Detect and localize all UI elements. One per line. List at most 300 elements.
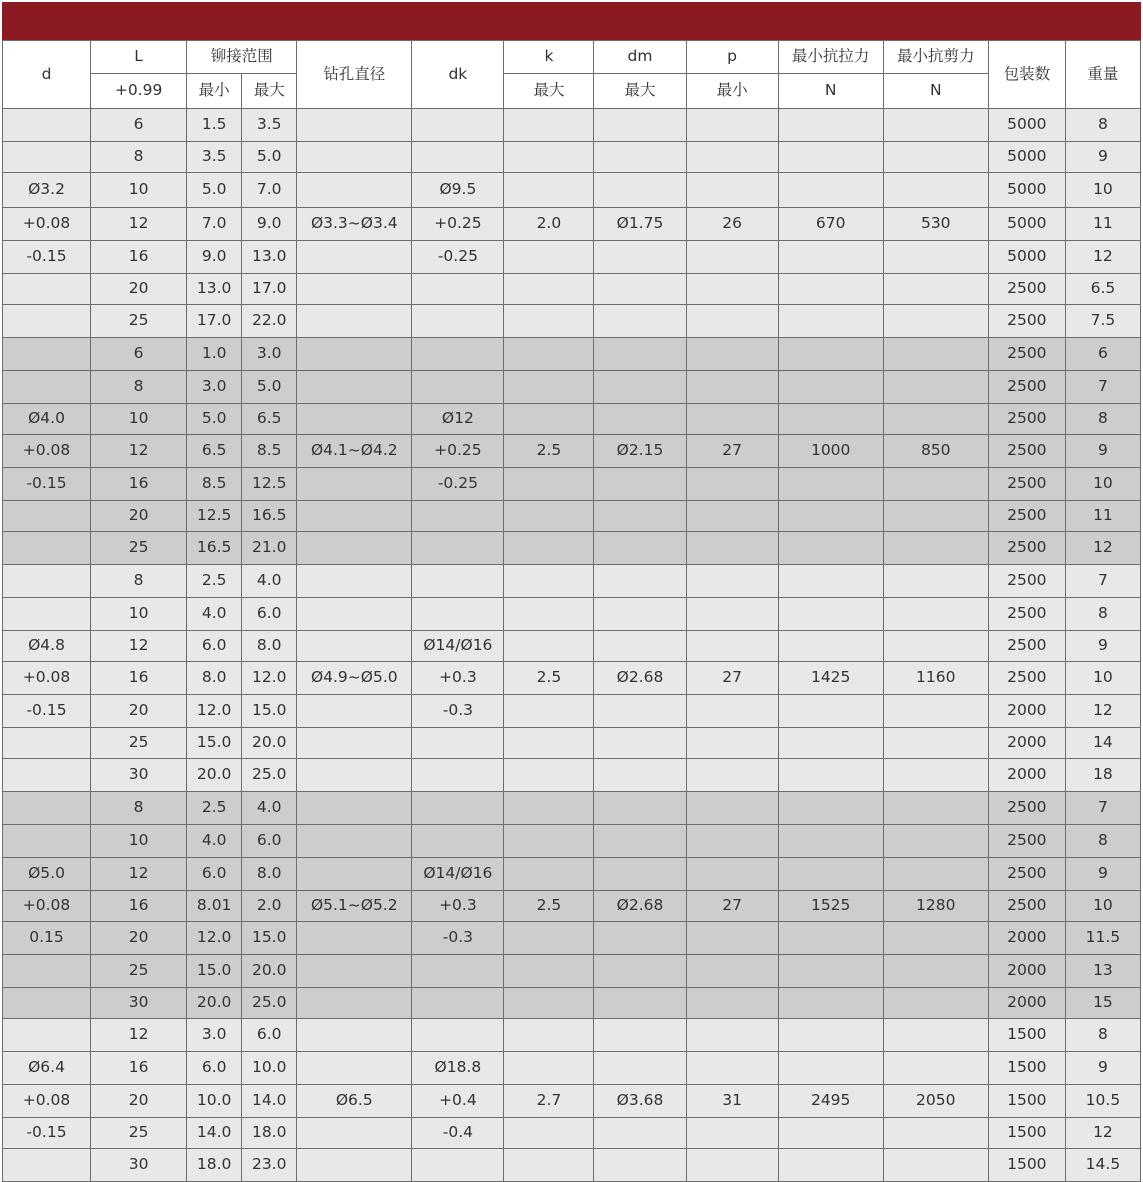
cell-dm: [594, 695, 686, 728]
cell-weight: 10: [1065, 468, 1140, 501]
cell-weight: 9: [1065, 1052, 1140, 1085]
table-row: [3, 988, 1141, 1019]
cell-min-shear: [883, 1118, 988, 1149]
cell-d: [3, 1019, 91, 1052]
cell-range-min: 8.5: [187, 468, 242, 501]
cell-L: 25: [91, 728, 187, 759]
cell-min-tensile: [778, 565, 883, 598]
cell-p: 27: [686, 891, 778, 922]
cell-range-max: 10.0: [242, 1052, 297, 1085]
cell-d: [3, 1149, 91, 1182]
cell-weight: 12: [1065, 1118, 1140, 1149]
cell-dm: [594, 955, 686, 988]
cell-drill-diameter: [297, 173, 412, 208]
cell-min-tensile: [778, 371, 883, 404]
cell-d: [3, 142, 91, 173]
cell-k: 2.5: [504, 662, 594, 695]
cell-p: [686, 173, 778, 208]
cell-pack-qty: 5000: [988, 109, 1065, 142]
table-row: [3, 1118, 1141, 1149]
cell-L: 25: [91, 955, 187, 988]
cell-drill-diameter: Ø6.5: [297, 1085, 412, 1118]
cell-min-tensile: [778, 468, 883, 501]
cell-p: 26: [686, 208, 778, 241]
cell-weight: 8: [1065, 598, 1140, 631]
cell-L: 20: [91, 1085, 187, 1118]
cell-drill-diameter: [297, 631, 412, 662]
cell-p: [686, 371, 778, 404]
cell-L: 10: [91, 825, 187, 858]
cell-L: 16: [91, 891, 187, 922]
cell-min-tensile: [778, 142, 883, 173]
cell-range-min: 2.5: [187, 792, 242, 825]
cell-range-min: 12.0: [187, 695, 242, 728]
cell-weight: 8: [1065, 404, 1140, 435]
cell-weight: 8: [1065, 1019, 1140, 1052]
cell-d: Ø4.8: [3, 631, 91, 662]
cell-k: [504, 1118, 594, 1149]
cell-pack-qty: 2000: [988, 695, 1065, 728]
cell-range-max: 6.0: [242, 1019, 297, 1052]
cell-min-tensile: [778, 792, 883, 825]
cell-range-min: 6.0: [187, 858, 242, 891]
cell-min-tensile: [778, 1118, 883, 1149]
cell-range-max: 8.5: [242, 435, 297, 468]
cell-d: Ø3.2: [3, 173, 91, 208]
cell-L: 30: [91, 759, 187, 792]
cell-min-tensile: 2495: [778, 1085, 883, 1118]
cell-p: [686, 305, 778, 338]
cell-drill-diameter: [297, 338, 412, 371]
cell-L: 16: [91, 468, 187, 501]
cell-dm: [594, 759, 686, 792]
cell-dk: +0.4: [412, 1085, 504, 1118]
cell-pack-qty: 2500: [988, 662, 1065, 695]
cell-dk: [412, 565, 504, 598]
cell-k: [504, 274, 594, 305]
cell-pack-qty: 2500: [988, 435, 1065, 468]
cell-drill-diameter: [297, 1019, 412, 1052]
cell-drill-diameter: [297, 759, 412, 792]
cell-L: 8: [91, 565, 187, 598]
cell-weight: 15: [1065, 988, 1140, 1019]
cell-k: [504, 1052, 594, 1085]
cell-pack-qty: 2500: [988, 825, 1065, 858]
header-d: d: [3, 41, 91, 109]
cell-drill-diameter: Ø4.9~Ø5.0: [297, 662, 412, 695]
table-row: [3, 338, 1141, 371]
cell-min-tensile: 670: [778, 208, 883, 241]
cell-min-shear: 2050: [883, 1085, 988, 1118]
cell-dm: Ø2.68: [594, 662, 686, 695]
cell-drill-diameter: [297, 695, 412, 728]
cell-weight: 9: [1065, 631, 1140, 662]
cell-p: [686, 858, 778, 891]
cell-range-min: 13.0: [187, 274, 242, 305]
cell-dk: +0.3: [412, 662, 504, 695]
cell-d: [3, 759, 91, 792]
cell-range-min: 17.0: [187, 305, 242, 338]
cell-min-shear: 1160: [883, 662, 988, 695]
cell-range-max: 12.5: [242, 468, 297, 501]
cell-dk: [412, 1149, 504, 1182]
cell-drill-diameter: [297, 825, 412, 858]
cell-pack-qty: 2500: [988, 532, 1065, 565]
cell-L: 20: [91, 501, 187, 532]
cell-k: [504, 305, 594, 338]
cell-k: [504, 858, 594, 891]
cell-pack-qty: 2500: [988, 404, 1065, 435]
cell-p: [686, 988, 778, 1019]
cell-min-shear: [883, 565, 988, 598]
cell-L: 30: [91, 988, 187, 1019]
cell-dm: [594, 792, 686, 825]
cell-range-min: 6.5: [187, 435, 242, 468]
cell-dm: [594, 173, 686, 208]
cell-dk: [412, 988, 504, 1019]
cell-min-tensile: [778, 501, 883, 532]
cell-L: 30: [91, 1149, 187, 1182]
cell-dk: -0.25: [412, 468, 504, 501]
cell-pack-qty: 5000: [988, 241, 1065, 274]
cell-L: 25: [91, 305, 187, 338]
cell-p: [686, 501, 778, 532]
cell-d: [3, 988, 91, 1019]
cell-k: [504, 759, 594, 792]
cell-weight: 8: [1065, 109, 1140, 142]
cell-d: [3, 728, 91, 759]
header-range-min: 最小: [187, 74, 242, 109]
cell-pack-qty: 5000: [988, 173, 1065, 208]
cell-dm: [594, 825, 686, 858]
cell-range-max: 6.0: [242, 825, 297, 858]
table-row: [3, 695, 1141, 728]
cell-pack-qty: 2000: [988, 759, 1065, 792]
cell-d: [3, 955, 91, 988]
cell-dk: [412, 109, 504, 142]
cell-dk: [412, 955, 504, 988]
table-row: [3, 501, 1141, 532]
table-row: [3, 858, 1141, 891]
cell-dm: [594, 338, 686, 371]
cell-min-tensile: [778, 404, 883, 435]
cell-range-max: 20.0: [242, 955, 297, 988]
cell-L: 6: [91, 109, 187, 142]
cell-d: +0.08: [3, 1085, 91, 1118]
cell-dm: [594, 565, 686, 598]
cell-min-shear: [883, 241, 988, 274]
cell-dk: [412, 598, 504, 631]
cell-range-min: 3.5: [187, 142, 242, 173]
header-min-shear: 最小抗剪力: [883, 41, 988, 74]
cell-weight: 14.5: [1065, 1149, 1140, 1182]
cell-weight: 14: [1065, 728, 1140, 759]
cell-range-max: 8.0: [242, 858, 297, 891]
cell-dm: [594, 468, 686, 501]
cell-min-tensile: [778, 631, 883, 662]
cell-dm: [594, 1118, 686, 1149]
cell-dm: [594, 988, 686, 1019]
header-drill-diameter: 钻孔直径: [297, 41, 412, 109]
cell-range-max: 4.0: [242, 792, 297, 825]
cell-pack-qty: 2500: [988, 338, 1065, 371]
cell-min-shear: [883, 1052, 988, 1085]
cell-dk: [412, 1019, 504, 1052]
cell-drill-diameter: [297, 468, 412, 501]
cell-p: [686, 1052, 778, 1085]
cell-d: +0.08: [3, 208, 91, 241]
cell-range-min: 5.0: [187, 173, 242, 208]
table-row: [3, 532, 1141, 565]
cell-d: Ø4.0: [3, 404, 91, 435]
cell-dk: Ø12: [412, 404, 504, 435]
cell-range-min: 5.0: [187, 404, 242, 435]
cell-L: 12: [91, 208, 187, 241]
cell-L: 12: [91, 858, 187, 891]
cell-min-tensile: [778, 1149, 883, 1182]
cell-pack-qty: 5000: [988, 142, 1065, 173]
cell-k: [504, 338, 594, 371]
cell-weight: 12: [1065, 695, 1140, 728]
cell-dk: +0.3: [412, 891, 504, 922]
table-row: [3, 371, 1141, 404]
table-row: [3, 792, 1141, 825]
cell-min-tensile: [778, 274, 883, 305]
header-k: k: [504, 41, 594, 74]
cell-weight: 9: [1065, 858, 1140, 891]
cell-min-shear: [883, 501, 988, 532]
cell-L: 16: [91, 1052, 187, 1085]
cell-weight: 11.5: [1065, 922, 1140, 955]
cell-dk: -0.4: [412, 1118, 504, 1149]
cell-p: [686, 404, 778, 435]
cell-pack-qty: 2000: [988, 955, 1065, 988]
cell-pack-qty: 2500: [988, 891, 1065, 922]
table-row: [3, 468, 1141, 501]
cell-dm: Ø1.75: [594, 208, 686, 241]
cell-pack-qty: 2500: [988, 305, 1065, 338]
cell-min-shear: [883, 1019, 988, 1052]
cell-dm: [594, 109, 686, 142]
cell-range-min: 1.5: [187, 109, 242, 142]
cell-d: Ø6.4: [3, 1052, 91, 1085]
cell-L: 8: [91, 371, 187, 404]
cell-range-max: 6.5: [242, 404, 297, 435]
cell-range-min: 6.0: [187, 631, 242, 662]
header-dk: dk: [412, 41, 504, 109]
cell-L: 16: [91, 662, 187, 695]
cell-drill-diameter: [297, 142, 412, 173]
cell-d: -0.15: [3, 468, 91, 501]
cell-k: [504, 792, 594, 825]
cell-weight: 18: [1065, 759, 1140, 792]
cell-dk: [412, 792, 504, 825]
cell-min-tensile: [778, 598, 883, 631]
cell-weight: 10.5: [1065, 1085, 1140, 1118]
cell-min-shear: [883, 142, 988, 173]
cell-pack-qty: 2500: [988, 631, 1065, 662]
cell-d: [3, 371, 91, 404]
header-pack-qty: 包装数: [988, 41, 1065, 109]
cell-range-max: 16.5: [242, 501, 297, 532]
cell-drill-diameter: Ø3.3~Ø3.4: [297, 208, 412, 241]
cell-k: [504, 598, 594, 631]
cell-dm: [594, 858, 686, 891]
cell-L: 12: [91, 435, 187, 468]
cell-dk: [412, 728, 504, 759]
cell-weight: 12: [1065, 241, 1140, 274]
cell-k: [504, 988, 594, 1019]
cell-drill-diameter: [297, 1052, 412, 1085]
cell-min-shear: [883, 371, 988, 404]
cell-p: [686, 468, 778, 501]
cell-min-shear: [883, 404, 988, 435]
table-row: [3, 728, 1141, 759]
cell-dk: [412, 501, 504, 532]
cell-range-min: 10.0: [187, 1085, 242, 1118]
cell-min-tensile: [778, 241, 883, 274]
table-row: [3, 274, 1141, 305]
cell-range-min: 20.0: [187, 988, 242, 1019]
table-body: [3, 109, 1141, 1182]
cell-dm: [594, 532, 686, 565]
cell-range-max: 17.0: [242, 274, 297, 305]
cell-d: Ø5.0: [3, 858, 91, 891]
cell-dk: Ø14/Ø16: [412, 631, 504, 662]
cell-p: [686, 1118, 778, 1149]
table-row: [3, 404, 1141, 435]
cell-weight: 10: [1065, 173, 1140, 208]
cell-k: [504, 173, 594, 208]
header-p-min: 最小: [686, 74, 778, 109]
cell-range-max: 20.0: [242, 728, 297, 759]
cell-p: [686, 825, 778, 858]
cell-dm: [594, 501, 686, 532]
cell-range-max: 22.0: [242, 305, 297, 338]
cell-d: [3, 109, 91, 142]
cell-range-max: 15.0: [242, 695, 297, 728]
cell-min-shear: 850: [883, 435, 988, 468]
cell-dk: [412, 371, 504, 404]
cell-dk: [412, 142, 504, 173]
header-shear-unit: N: [883, 74, 988, 109]
cell-dm: Ø2.68: [594, 891, 686, 922]
cell-dk: [412, 274, 504, 305]
cell-min-shear: [883, 858, 988, 891]
table-row: [3, 241, 1141, 274]
cell-min-shear: [883, 274, 988, 305]
cell-L: 25: [91, 1118, 187, 1149]
cell-L: 8: [91, 142, 187, 173]
cell-d: [3, 532, 91, 565]
cell-range-max: 2.0: [242, 891, 297, 922]
cell-drill-diameter: [297, 792, 412, 825]
cell-dm: [594, 241, 686, 274]
cell-k: 2.5: [504, 891, 594, 922]
cell-dm: [594, 142, 686, 173]
cell-p: [686, 631, 778, 662]
cell-p: [686, 598, 778, 631]
cell-min-tensile: [778, 338, 883, 371]
cell-k: [504, 1019, 594, 1052]
table-row: [3, 955, 1141, 988]
cell-min-shear: [883, 338, 988, 371]
table-row: [3, 208, 1141, 241]
table-header: [3, 41, 1141, 109]
cell-p: 27: [686, 662, 778, 695]
cell-min-tensile: [778, 1052, 883, 1085]
cell-range-min: 2.5: [187, 565, 242, 598]
title-banner: [2, 2, 1141, 40]
header-tensile-unit: N: [778, 74, 883, 109]
cell-L: 10: [91, 598, 187, 631]
cell-range-min: 3.0: [187, 371, 242, 404]
cell-dm: [594, 1149, 686, 1182]
cell-L: 16: [91, 241, 187, 274]
cell-min-shear: [883, 631, 988, 662]
cell-L: 6: [91, 338, 187, 371]
cell-dk: Ø18.8: [412, 1052, 504, 1085]
cell-range-max: 15.0: [242, 922, 297, 955]
cell-p: [686, 955, 778, 988]
cell-k: [504, 728, 594, 759]
cell-range-max: 3.5: [242, 109, 297, 142]
cell-range-min: 3.0: [187, 1019, 242, 1052]
cell-range-min: 8.0: [187, 662, 242, 695]
cell-range-max: 18.0: [242, 1118, 297, 1149]
cell-range-max: 12.0: [242, 662, 297, 695]
header-dm: dm: [594, 41, 686, 74]
cell-p: [686, 1149, 778, 1182]
cell-d: [3, 598, 91, 631]
cell-dm: [594, 404, 686, 435]
cell-min-shear: [883, 468, 988, 501]
cell-pack-qty: 2500: [988, 565, 1065, 598]
table-row: [3, 1149, 1141, 1182]
cell-p: [686, 695, 778, 728]
cell-range-min: 20.0: [187, 759, 242, 792]
cell-p: [686, 565, 778, 598]
cell-weight: 7: [1065, 565, 1140, 598]
cell-k: [504, 695, 594, 728]
cell-range-max: 23.0: [242, 1149, 297, 1182]
cell-min-shear: [883, 598, 988, 631]
cell-min-shear: [883, 988, 988, 1019]
cell-dk: [412, 338, 504, 371]
cell-weight: 7: [1065, 792, 1140, 825]
cell-d: [3, 305, 91, 338]
cell-k: [504, 825, 594, 858]
cell-L: 12: [91, 1019, 187, 1052]
table-row: [3, 662, 1141, 695]
cell-range-max: 5.0: [242, 371, 297, 404]
cell-d: +0.08: [3, 891, 91, 922]
cell-range-max: 21.0: [242, 532, 297, 565]
cell-min-tensile: [778, 173, 883, 208]
cell-dk: +0.25: [412, 435, 504, 468]
cell-pack-qty: 2000: [988, 922, 1065, 955]
cell-weight: 9: [1065, 435, 1140, 468]
cell-dk: Ø14/Ø16: [412, 858, 504, 891]
cell-k: 2.5: [504, 435, 594, 468]
cell-pack-qty: 2500: [988, 274, 1065, 305]
table-row: [3, 173, 1141, 208]
cell-p: [686, 1019, 778, 1052]
cell-range-min: 8.01: [187, 891, 242, 922]
table-row: [3, 1085, 1141, 1118]
cell-range-max: 4.0: [242, 565, 297, 598]
cell-L: 20: [91, 695, 187, 728]
